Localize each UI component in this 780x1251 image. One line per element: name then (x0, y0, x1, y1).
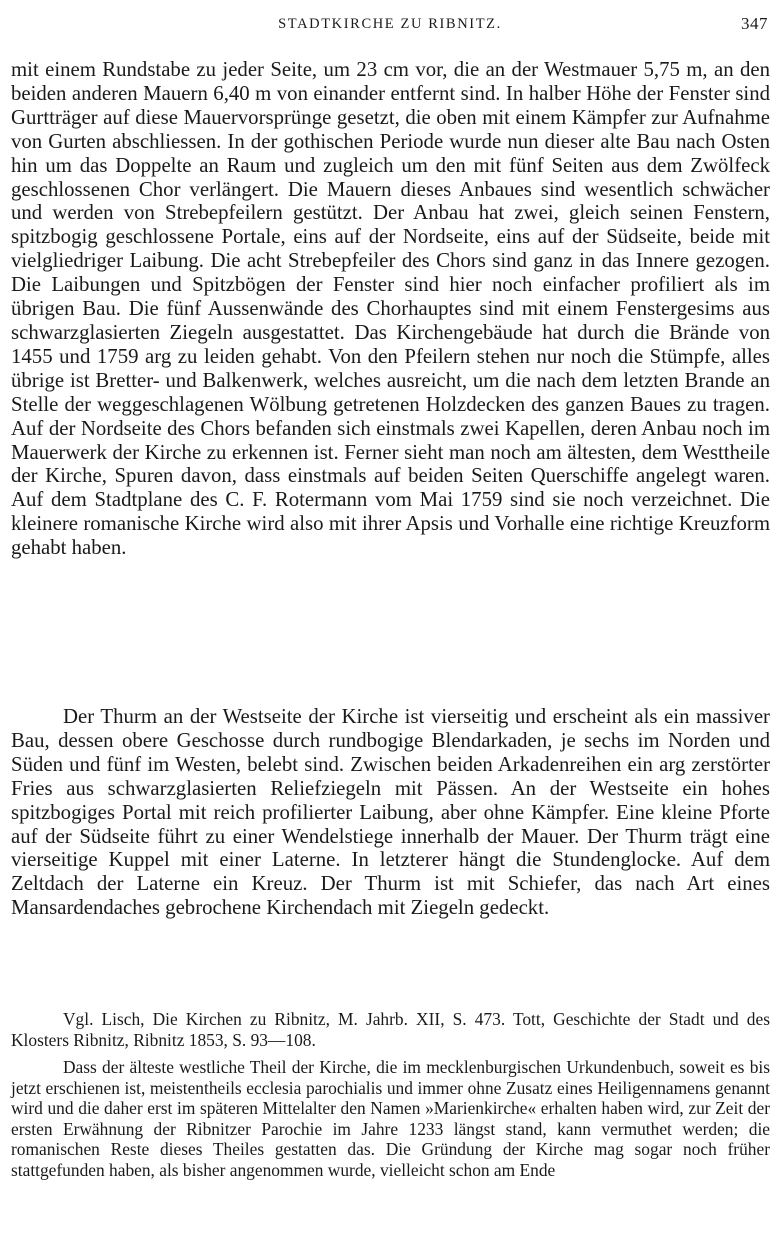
footnote-commentary: Dass der älteste westliche Theil der Kirche, die im mecklenburgischen Urkundenbuch, soweit es bis jetzt erschienen ist, meistentheils ecclesia parochialis und immer ohne Zusatz eines Heiligennamens genannt wird und die daher erst im späteren Mittelalter den Namen »Marienkirche« erhalten haben wird, zur Zeit der ersten Erwähnung der Ribnitzer Parochie im Jahre 1233 längst stand, kann vermuthet werden; die romanischen Reste dieses Theiles gestatten das. Die Gründung der Kirche mag sogar noch früher stattgefunden haben, als bisher angenommen wurde, vielleicht schon am Ende (11, 1057, 770, 1180)
body-paragraph-walls: mit einem Rundstabe zu jeder Seite, um 23 cm vor, die an der Westmauer 5,75 m, an den beiden anderen Mauern 6,40 m von einander entfernt sind. In halber Höhe der Fenster sind Gurtträger auf diese Mauervorsprünge gesetzt, die oben mit einem Kämpfer zur Aufnahme von Gurten abschliessen. In der gothischen Periode wurde nun dieser alte Bau nach Osten hin um das Doppelte an Raum und zugleich um den mit fünf Seiten aus dem Zwölfeck geschlossenen Chor verlängert. Die Mauern dieses Anbaues sind wesentlich schwächer und werden von Strebepfeilern gestützt. Der Anbau hat zwei, gleich seinen Fenstern, spitzbogig geschlossene Portale, eins auf der Nordseite, eins auf der Südseite, beide mit vielgliedriger Laibung. Die acht Strebepfeiler des Chors sind ganz in das Innere gezogen. Die Laibungen und Spitzbögen der Fenster sind hier noch einfacher profiliert als im übrigen Bau. Die fünf Aussenwände des Chorhauptes sind mit einem Fenstergesims aus schwarzglasierten Ziegeln ausgestattet. Das Kirchengebäude hat durch die Brände von 1455 und 1759 arg zu leiden gehabt. Von den Pfeilern stehen nur noch die Stümpfe, alles übrige ist Bretter- und Balkenwerk, welches ausreicht, um die nach dem letzten Brande an Stelle der weggeschlagenen Wölbung getretenen Holzdecken des ganzen Baues zu tragen. Auf der Nordseite des Chors befanden sich einstmals zwei Kapellen, deren Anbau noch im Mauerwerk der Kirche zu erkennen ist. Ferner sieht man noch am ältesten, dem Westtheile der Kirche, Spuren davon, dass einstmals auf beiden Seiten Querschiffe angelegt waren. Auf dem Stadtplane des C. F. Rotermann vom Mai 1759 sind sie noch verzeichnet. Die kleinere romanische Kirche wird also mit ihrer Apsis und Vorhalle eine richtige Kreuzform gehabt haben. (11, 58, 770, 560)
page-number: 347 (741, 14, 768, 33)
running-head (0, 12, 780, 42)
footnote-reference: Vgl. Lisch, Die Kirchen zu Ribnitz, M. Jahrb. XII, S. 473. Tott, Geschichte der Stadt und des Klosters Ribnitz, Ribnitz 1853, S. 93—108. (11, 1009, 770, 1050)
running-title: STADTKIRCHE ZU RIBNITZ. (278, 16, 502, 32)
body-paragraph-tower: Der Thurm an der Westseite der Kirche ist vierseitig und erscheint als ein massiver Bau, dessen obere Geschosse durch rundbogige Blendarkaden, je sechs im Norden und Süden und fünf im Westen, belebt sind. Zwischen beiden Arkadenreihen ein arg zerstörter Fries aus schwarzglasierten Reliefziegeln mit Pässen. An der Westseite ein hohes spitzbogiges Portal mit reich profilierter Laibung, aber ohne Kämpfer. Eine kleine Pforte auf der Südseite führt zu einer Wendelstiege innerhalb der Mauer. Der Thurm trägt eine vierseitige Kuppel mit einer Laterne. In letzterer hängt die Stundenglocke. Auf dem Zeltdach der Laterne ein Kreuz. Der Thurm ist mit Schiefer, das nach Art eines Mansardendaches gebrochene Kirchendach mit Ziegeln gedeckt. (11, 705, 770, 920)
